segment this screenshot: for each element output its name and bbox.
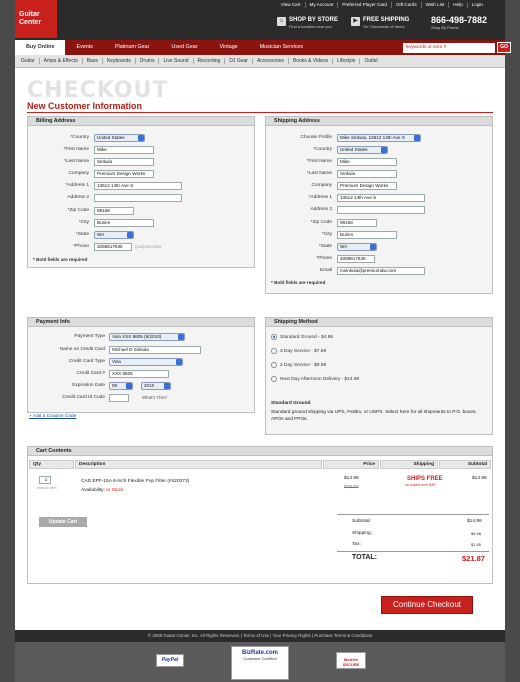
cat-dj-gear[interactable]: DJ Gear [224,58,252,64]
payment-type-select[interactable]: Visa XXX 8605 (9/2010) [109,333,185,341]
guitar-center-logo[interactable] [15,0,57,38]
item-subtotal: $14.99 [472,476,487,481]
cat-bass[interactable]: Bass [82,58,102,64]
ship-desc-title: Standard Ground [271,401,311,406]
subtotal-label: Subtotal: [352,519,371,524]
billing-addr2-label: Address 2 [67,195,89,200]
truck-icon: ▶ [351,17,360,26]
ship-option-label: Next Day Afternoon Delivery - $14.98 [280,376,360,382]
billing-last-input[interactable]: Sinkula [94,158,154,166]
cat-keyboards[interactable]: Keyboards [102,58,135,64]
cat-books[interactable]: Books & Videos [288,58,332,64]
qty-input[interactable]: 1 [39,476,51,484]
ship-option-2day[interactable] [271,362,326,368]
billing-zip-label: *Zip Code [67,208,89,213]
billing-required-note: * Bold fields are required [33,257,88,262]
tab-events[interactable]: Events [76,44,93,50]
shipping-required-note: * Bold fields are required [271,280,326,285]
col-subtotal: Subtotal [439,460,491,469]
search-input[interactable]: keywords or item # [403,43,495,53]
tab-musician-services[interactable]: Musician Services [259,44,304,50]
shipping-state-select[interactable]: WA [337,243,377,251]
billing-city-label: *City [78,220,89,225]
login-link[interactable]: Login [467,2,487,8]
logo-line2: Center [19,19,42,26]
shipping-addr2-input[interactable] [337,206,425,214]
phone-number [431,15,487,30]
free-shipping[interactable] [351,17,409,29]
totals-divider [337,514,489,515]
radio[interactable] [271,376,277,382]
cat-drums[interactable]: Drums [135,58,159,64]
col-qty: Qty [29,460,74,469]
shipping-city-label: *City [321,232,332,237]
cat-live-sound[interactable]: Live Sound [158,58,192,64]
ship-option-standard[interactable] [271,334,333,340]
bizrate-title: BizRate.com [241,650,278,656]
shipping-country-select[interactable]: United States [337,146,388,154]
checkout-content [15,68,505,630]
bizrate-sub: Customer Certified [243,656,277,661]
tab-used-gear[interactable]: Used Gear [171,44,198,50]
billing-phone-label: *Phone [73,244,89,249]
top-links [277,2,487,8]
radio[interactable] [271,348,277,354]
ships-free-badge: SHIPS FREE [407,476,443,482]
tab-vintage[interactable]: Vintage [219,44,238,50]
availability-label: Availability: [81,488,105,493]
billing-addr2-input[interactable] [94,194,182,202]
billing-state-select[interactable]: WA [94,231,134,239]
ships-free-sub: on orders over $49 [405,483,436,487]
payment-title: Payment Info [28,318,254,327]
shipping-addr2-label: Address 2 [310,207,332,212]
billing-country-label: *Country [70,135,89,140]
shipping-first-label: *First Name [306,159,332,164]
shop-by-store[interactable] [277,17,338,29]
update-cart-button[interactable]: Update Cart [39,517,87,527]
shipping-city-input[interactable]: Burien [337,231,397,239]
subtotal-value: $14.99 [467,519,482,524]
help-link[interactable]: Help [448,2,466,8]
cat-guitar[interactable]: Guitar [21,58,35,64]
card-type-label: Credit Card Type [68,359,105,364]
cvv-label: Credit Card Id Code [62,395,105,400]
wish-list-link[interactable]: Wish List [421,2,449,8]
phone-format-hint: (xxx)xxx-xxxx [135,244,162,249]
bizrate-badge[interactable] [231,646,289,680]
cat-amps[interactable]: Amps & Effects [39,58,82,64]
page-title: CHECKOUT [27,78,169,103]
billing-country-select[interactable]: United States [94,134,145,142]
card-number-label: Credit Card # [76,371,105,376]
phone-number-text: 866-498-7882 [430,15,487,25]
radio-selected[interactable] [271,334,277,340]
trust-badges [15,642,505,682]
card-number-input[interactable]: XXX 8605 [109,370,169,378]
payment-type-label: Payment Type [74,334,105,339]
billing-company-input[interactable]: Premium Design Works [94,170,154,178]
ship-option-nextday[interactable] [271,376,359,382]
cat-recording[interactable]: Recording [193,58,225,64]
billing-city-input[interactable]: Burien [94,219,154,227]
search-go-button[interactable]: GO [497,42,511,53]
radio[interactable] [271,362,277,368]
shipping-zip-input[interactable]: 98168 [337,219,377,227]
whats-this-link[interactable]: What's This? [142,395,168,400]
shipping-phone-label: *Phone [316,256,332,261]
shipping-value: $4.98 [471,531,482,536]
billing-company-label: Company [68,171,89,176]
shipping-phone-input[interactable]: 2068517636 [337,255,375,263]
header [15,0,505,40]
cvv-input[interactable] [109,394,129,402]
add-coupon-link[interactable]: + Add a Coupon Code [29,414,77,419]
ship-desc: Standard ground shipping via UPS, FedEx, or USPS. Select here for all shipments to P.O. boxes, APOs and FPOs. [271,410,477,422]
free-shipping-title: FREE SHIPPING [363,17,410,23]
billing-state-label: *State [75,232,89,237]
billing-phone-input[interactable]: 2068517636 [94,243,132,251]
free-shipping-sub: On Thousands of Items [363,24,405,29]
billing-last-label: *Last Name [63,159,89,164]
ship-option-label: 2 Day Service - $9.98 [280,362,327,368]
cart-title: Cart Contents [28,447,492,456]
availability [81,488,124,493]
shipping-method-title: Shipping Method [266,318,492,327]
billing-addr1-input[interactable]: 13612 14th Ave S [94,182,182,190]
availability-value: In Stock [106,488,124,493]
logo-line1: Guitar [19,11,40,18]
billing-title: Billing Address [28,117,254,126]
item-price: $14.99 [344,476,359,481]
continue-checkout-button[interactable]: Continue Checkout [381,596,473,614]
shipping-first-input[interactable]: Mike [337,158,397,166]
ship-option-label: Standard Ground - $4.98 [280,334,334,340]
cat-accessories[interactable]: Accessories [252,58,288,64]
shipping-company-label: Company [311,183,332,188]
total-value: $21.87 [462,554,485,563]
shipping-company-input[interactable]: Premium Design Works [337,182,397,190]
total-label: TOTAL: [352,554,378,561]
tax-label: Tax: [352,542,361,547]
billing-addr1-label: *Address 1 [65,183,89,188]
billing-zip-input[interactable]: 98168 [94,207,134,215]
tax-value: $1.90 [471,542,482,547]
exp-year-select[interactable]: 2010 [141,382,171,390]
preferred-player-link[interactable]: Preferred Player Card [337,2,391,8]
my-account-link[interactable]: My Account [305,2,338,8]
card-type-select[interactable]: Visa [109,358,183,366]
mcafee-badge[interactable]: McAfee SECURE [336,652,366,669]
shipping-last-label: *Last Name [306,171,332,176]
card-name-input[interactable]: Michael D Sinkula [109,346,201,354]
exp-month-select[interactable]: 09 [109,382,133,390]
shop-by-store-sub: Find a location near you [289,24,332,29]
item-orig-price: $39.00 [344,485,359,490]
shop-by-store-title: SHOP BY STORE [289,17,339,23]
shipping-profile-label: Choose Profile [300,135,332,140]
shipping-profile-select[interactable]: Mike Sinkula, 13612 14th Ave S [337,134,421,142]
shipping-state-label: *State [318,244,332,249]
paypal-badge[interactable]: PayPal [156,654,184,667]
col-description: Description [75,460,322,469]
cat-outlet[interactable]: Outlet [359,58,381,64]
category-nav [15,55,505,68]
shipping-email-label: Email [320,268,332,273]
billing-first-label: *First Name [63,147,89,152]
view-cart-link[interactable]: View Cart [280,2,301,7]
gift-cards-link[interactable]: Gift Cards [391,2,421,8]
section-title: New Customer Information [27,101,143,111]
col-shipping: Shipping [380,460,438,469]
shipping-email-input[interactable]: msinkula@premiumdw.com [337,267,425,275]
shipping-last-input[interactable]: Sinkula [337,170,397,178]
ship-option-label: 3 Day Service - $7.98 [280,348,327,354]
shipping-zip-label: *Zip Code [310,220,332,225]
store-icon: ⌂ [277,17,286,26]
card-name-label: Name on Credit Card [59,347,105,352]
divider [27,112,493,113]
ship-option-3day[interactable] [271,348,326,354]
billing-first-input[interactable]: Mike [94,146,154,154]
shipping-title: Shipping Address [266,117,492,126]
shipping-addr1-label: *Address 1 [308,195,332,200]
expiration-label: Expiration Date [72,383,105,388]
phone-sub: Shop By Phone [430,25,459,30]
shipping-label: Shipping: [352,531,373,536]
shipping-addr1-input[interactable]: 13612 14th Ave S [337,194,425,202]
tab-buy-online[interactable]: Buy Online [15,40,65,55]
shipping-country-label: *Country [313,147,332,152]
totals-divider [337,551,489,552]
cat-lifestyle[interactable]: Lifestyle [332,58,359,64]
col-price: Price [323,460,379,469]
footer: © 2008 Guitar Center, Inc. All Rights Reserved. | Terms of Use | Your Privacy Rights | Purchase Terms & Conditions [15,630,505,642]
remove-item-link[interactable]: remove item [37,486,57,490]
item-name[interactable]: CAD EPF-15A 6-Inch Flexible Pop Filter (#420373) [81,479,190,484]
tab-platinum-gear[interactable]: Platinum Gear [114,44,150,50]
